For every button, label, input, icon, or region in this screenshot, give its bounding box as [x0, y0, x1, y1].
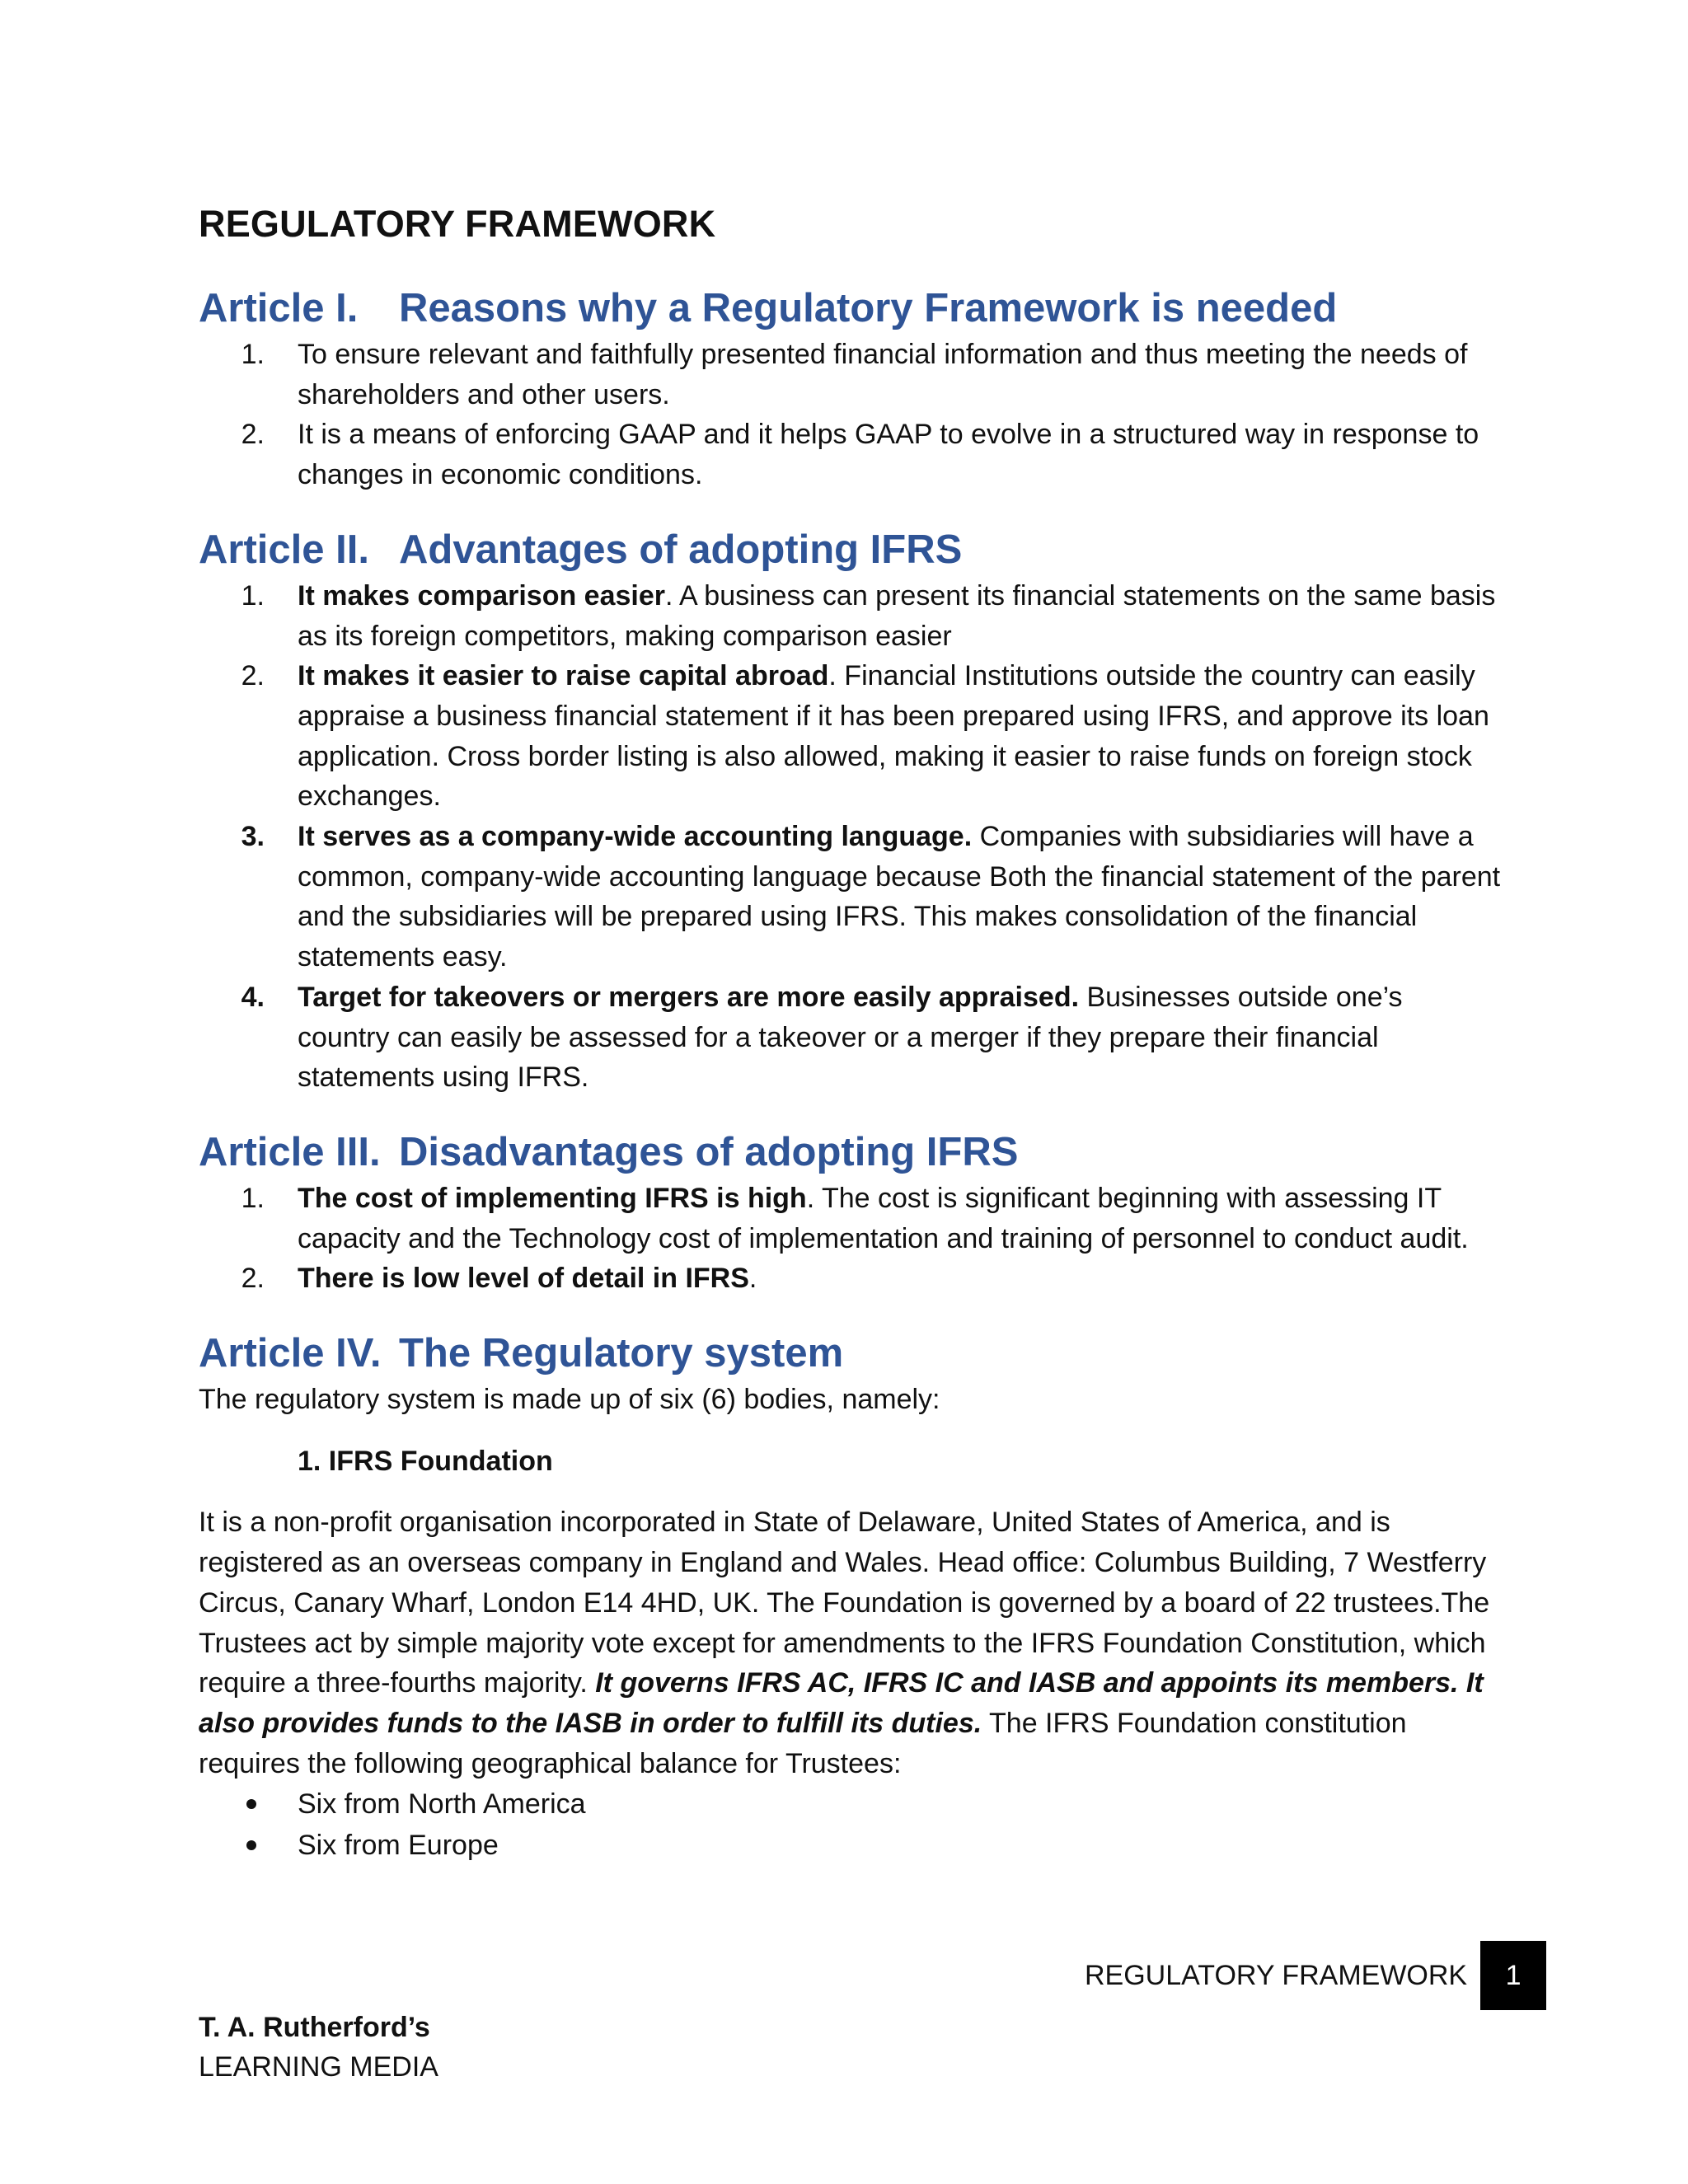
article-1 [199, 284, 1501, 495]
article-heading [199, 284, 1501, 333]
list-body [298, 576, 1501, 656]
article-list [199, 335, 1501, 495]
list-lead: It serves as a company-wide accounting language. [298, 821, 973, 853]
list-text: . Financial Institutions outside the country can easily appraise a business financial statement if it has been prepared using IFRS, and approve its loan application. Cross border listing is also allowed, making it easier to raise funds on foreign stock exchanges. [298, 660, 1489, 813]
bullet-item [199, 1783, 1501, 1825]
list-lead: It makes it easier to raise capital abroad [298, 660, 829, 692]
list-body [298, 1258, 1501, 1299]
author-name: T. A. Rutherford’s [199, 2012, 430, 2043]
article-title: The Regulatory system [399, 1331, 844, 1376]
list-lead: It makes comparison easier [298, 579, 666, 612]
page-footer [1085, 1941, 1546, 2010]
list-item [199, 1258, 1501, 1299]
list-index: 1. [241, 579, 265, 612]
list-index: 2. [241, 1263, 265, 1295]
list-index: 3. [241, 821, 265, 853]
list-item [199, 817, 1501, 977]
document-title: REGULATORY FRAMEWORK [199, 203, 716, 245]
article-title: Reasons why a Regulatory Framework is needed [399, 286, 1338, 330]
article-number: Article II. [199, 527, 369, 572]
bullet-text: Six from Europe [298, 1830, 499, 1862]
article-list [199, 1179, 1501, 1299]
article-title: Advantages of adopting IFRS [399, 527, 963, 572]
article-number: Article III. [199, 1129, 381, 1174]
page-number: 1 [1480, 1941, 1546, 2010]
list-lead: The cost of implementing IFRS is high [298, 1182, 807, 1214]
publisher-block [199, 2008, 438, 2087]
article-number: Article IV. [199, 1331, 382, 1376]
list-text: Businesses outside one’s country can easily be assessed for a takeover or a merger if they prepare their financial statements using IFRS. [298, 981, 1403, 1094]
list-index: 2. [241, 419, 265, 451]
paragraph-text: The IFRS Foundation constitution requires the following geographical balance for Trustees: [199, 1707, 1407, 1779]
list-body [298, 817, 1501, 977]
article-title: Disadvantages of adopting IFRS [399, 1129, 1019, 1174]
article-heading [199, 1127, 1501, 1177]
list-text: It is a means of enforcing GAAP and it helps GAAP to evolve in a structured way in response to changes in economic conditions. [298, 419, 1479, 491]
list-item [199, 977, 1501, 1098]
article-3 [199, 1127, 1501, 1299]
article-heading [199, 1329, 1501, 1378]
list-text: Companies with subsidiaries will have a common, company-wide accounting language because Both the financial statement of the parent and the subsidiaries will be prepared using IFRS. This makes consolidation of the financial statements easy. [298, 821, 1501, 973]
bullet-list [199, 1783, 1501, 1866]
list-item [199, 656, 1501, 817]
document-page [199, 198, 1501, 1896]
list-text: To ensure relevant and faithfully presented financial information and thus meeting the needs of shareholders and other users. [298, 339, 1468, 410]
paragraph-emphasis: It governs IFRS AC, IFRS IC and IASB and appoints its members. It also provides funds to the IASB in order to fulfill its duties. [199, 1667, 1484, 1739]
bullet-text: Six from North America [298, 1788, 586, 1821]
list-index: 2. [241, 660, 265, 692]
article-2 [199, 525, 1501, 1098]
list-body [298, 656, 1501, 817]
list-text: . A business can present its financial statements on the same basis as its foreign competitors, making comparison easier [298, 579, 1496, 652]
bullet-icon [199, 1783, 298, 1825]
list-text: . The cost is significant beginning with assessing IT capacity and the Technology cost of implementation and training of personnel to conduct audit. [298, 1182, 1469, 1254]
list-index: 4. [241, 981, 265, 1013]
list-item [199, 415, 1501, 494]
section-subheading: 1. IFRS Foundation [298, 1445, 553, 1477]
list-index: 1. [241, 1182, 265, 1214]
list-body [298, 1179, 1501, 1258]
paragraph-text: It is a non-profit organisation incorporated in State of Delaware, United States of America, and is registered as an overseas company in England and Wales. Head office: Columbus Building, 7 Westferry Circus, Canary Wharf, London E14 4HD, UK. The Foundation is governed by a board of 22 trustees.The Trustees act by simple majority vote except for amendments to the IFRS Foundation Constitution, which require a three-fourths majority. [199, 1507, 1490, 1699]
list-item [199, 335, 1501, 415]
bullet-icon [199, 1825, 298, 1866]
list-item [199, 576, 1501, 656]
list-text: . [748, 1263, 757, 1295]
footer-running-title: REGULATORY FRAMEWORK [1085, 1960, 1468, 1991]
bullet-item [199, 1825, 1501, 1866]
article-list [199, 576, 1501, 1098]
list-item [199, 1179, 1501, 1258]
list-body [298, 977, 1501, 1098]
list-lead: There is low level of detail in IFRS [298, 1263, 749, 1295]
body-paragraph [199, 1502, 1501, 1783]
article-4 [199, 1329, 1501, 1866]
article-number: Article I. [199, 286, 359, 330]
list-index: 1. [241, 339, 265, 370]
article-heading [199, 525, 1501, 574]
publisher-name: LEARNING MEDIA [199, 2051, 438, 2083]
article-intro: The regulatory system is made up of six (6) bodies, namely: [199, 1384, 940, 1416]
list-lead: Target for takeovers or mergers are more easily appraised. [298, 981, 1080, 1013]
